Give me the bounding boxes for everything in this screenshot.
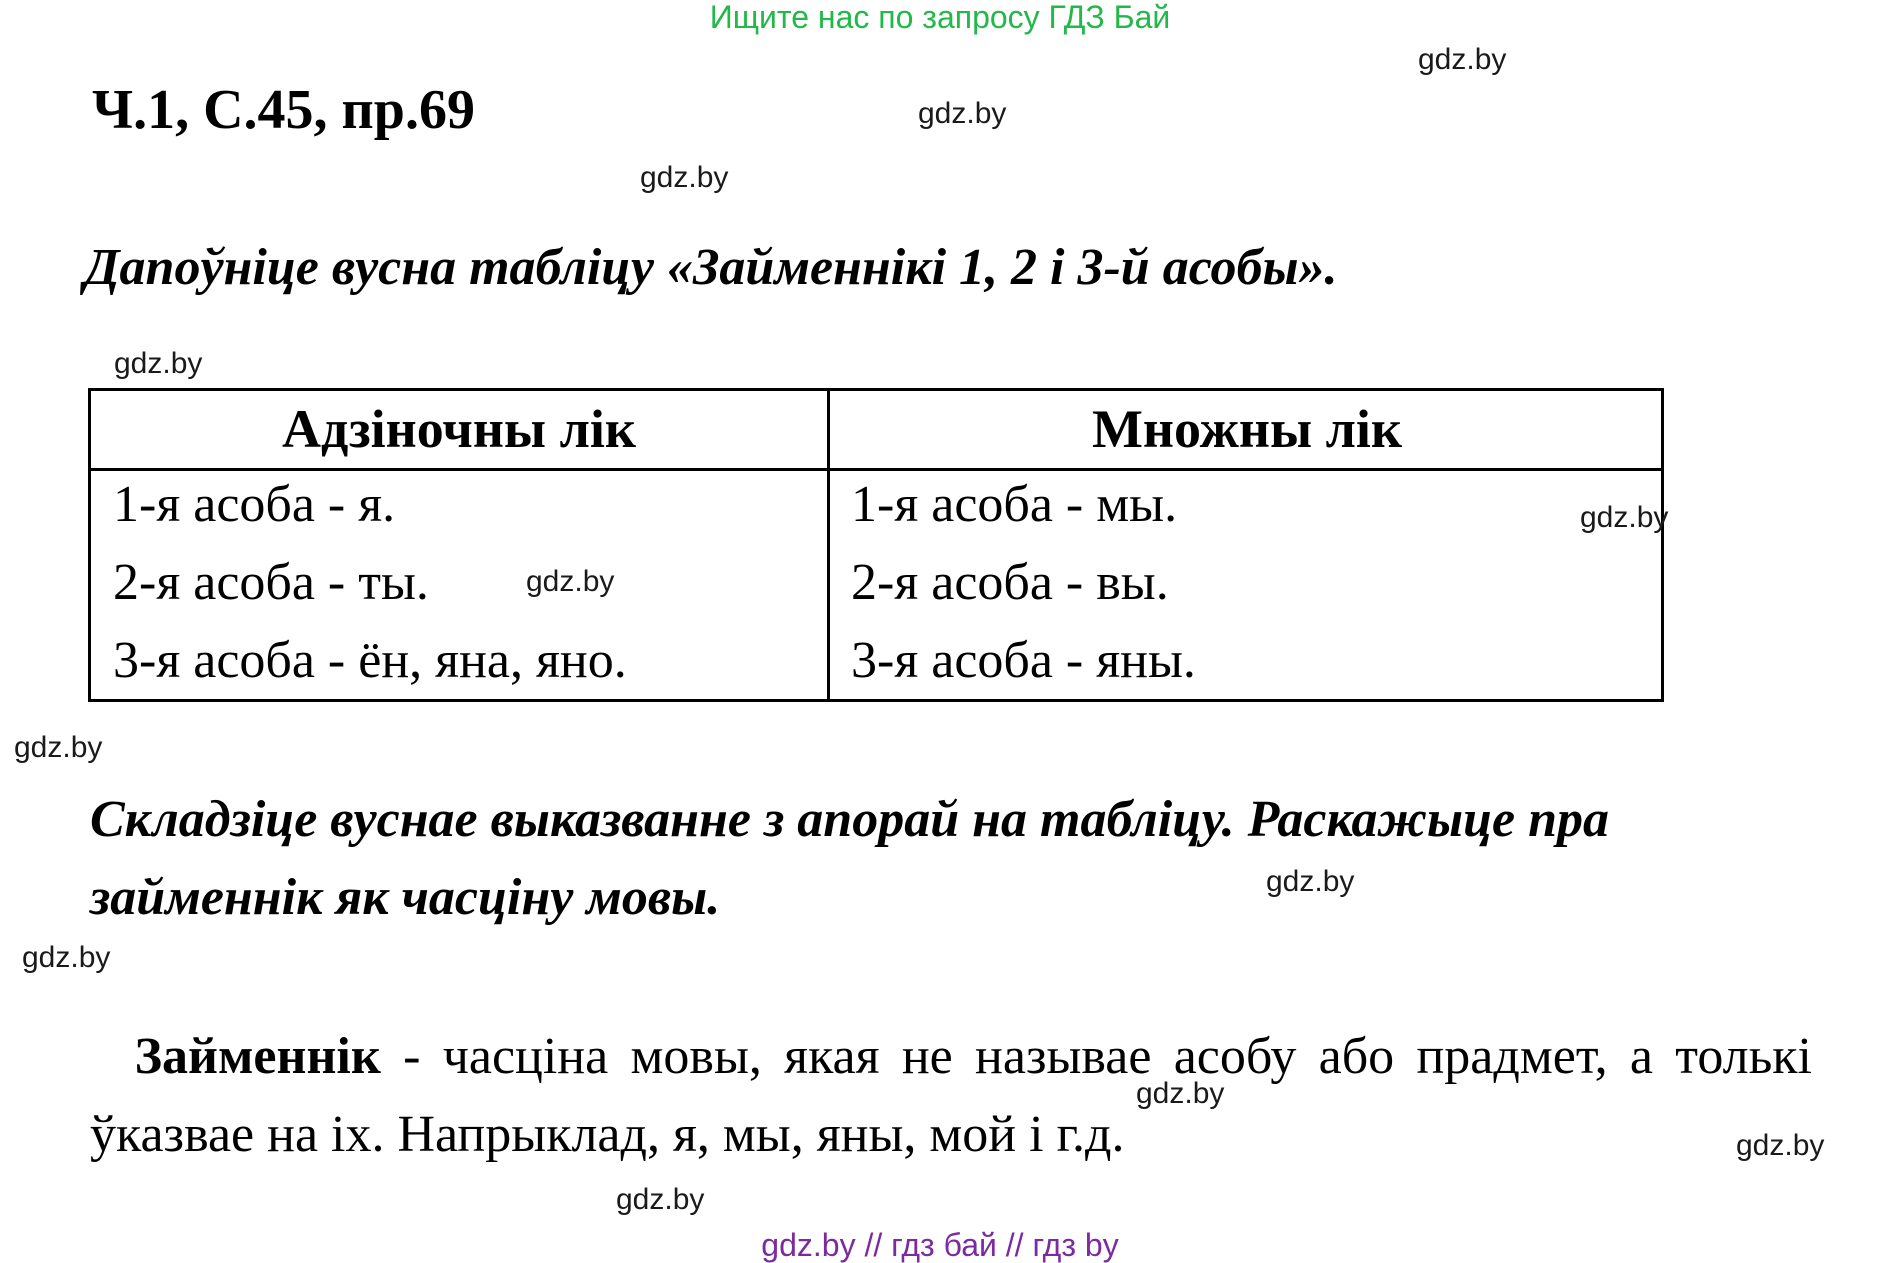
watermark: gdz.by [616, 1183, 705, 1216]
watermark: gdz.by [1580, 501, 1669, 534]
watermark: gdz.by [1736, 1129, 1825, 1162]
table-cell-singular-1: 1-я асоба - я. [113, 476, 396, 533]
table-cell-singular-3: 3-я асоба - ён, яна, яно. [113, 632, 627, 689]
task-instruction-1: Дапоўніце вусна табліцу «Займеннікі 1, 2 і 3-й асобы». [84, 239, 1338, 296]
task-instruction-2-line-2: займеннік як часціну мовы. [90, 869, 721, 926]
table-cell-plural-2: 2-я асоба - вы. [851, 554, 1169, 611]
watermark: gdz.by [640, 161, 729, 194]
footer-links: gdz.by // гдз бай // гдз by [761, 1227, 1119, 1263]
table-cell-singular-2: 2-я асоба - ты. [113, 554, 429, 611]
top-banner: Ищите нас по запросу ГДЗ Бай [709, 0, 1171, 35]
page-heading: Ч.1, С.45, пр.69 [92, 79, 475, 141]
watermark: gdz.by [1136, 1077, 1225, 1110]
table-header-singular: Адзіночны лік [281, 399, 637, 459]
task-instruction-2-line-1: Складзіце вуснае выказванне з апорай на табліцу. Раскажыце пра [90, 791, 1610, 848]
watermark: gdz.by [22, 941, 111, 974]
watermark: gdz.by [526, 565, 615, 598]
table-cell-plural-3: 3-я асоба - яны. [851, 632, 1196, 689]
watermark: gdz.by [114, 347, 203, 380]
table-header-plural: Множны лік [1091, 399, 1403, 459]
definition-term: Займеннік [134, 1028, 381, 1085]
watermark: gdz.by [1418, 43, 1507, 76]
watermark: gdz.by [918, 97, 1007, 130]
pronoun-table [88, 388, 1664, 702]
watermark: gdz.by [14, 731, 103, 764]
definition-text: - часціна мовы, якая не называе асобу або прадмет, а толькі ўказвае на іх. Напрыклад, я, мы, яны, мой і г.д. [90, 1028, 1813, 1163]
watermark: gdz.by [1266, 865, 1355, 898]
table-cell-plural-1: 1-я асоба - мы. [851, 476, 1178, 533]
table-divider-horizontal [91, 468, 1661, 471]
definition-paragraph [90, 1018, 1812, 1174]
